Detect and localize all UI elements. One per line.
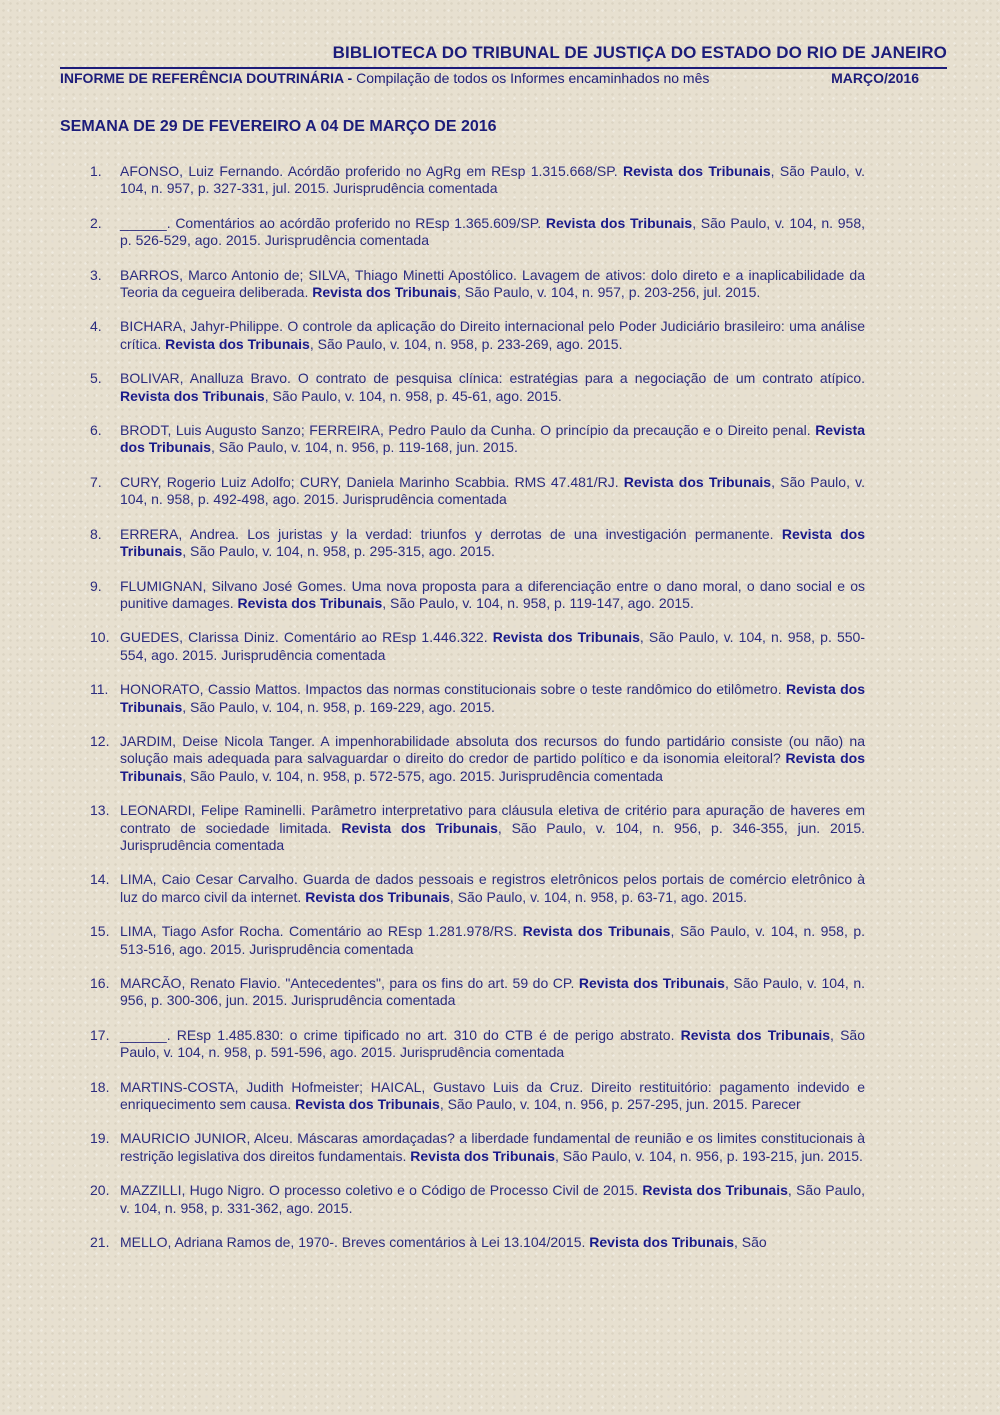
reference-journal: Revista dos Tribunais	[589, 1234, 734, 1251]
reference-number: 11.	[90, 681, 109, 698]
reference-item	[90, 370, 865, 405]
reference-item	[90, 1130, 865, 1165]
reference-journal: Revista dos Tribunais	[120, 387, 265, 404]
reference-citation: JARDIM, Deise Nicola Tanger. A impenhorabilidade absoluta dos recursos do fundo partidário consiste (ou não) na solução mais adequada para salvaguardar o direito do credor de partido político e da isonomia eleitoral?	[120, 732, 865, 767]
report-description: Compilação de todos os Informes encaminhados no mês	[356, 70, 710, 86]
reference-details: , São Paulo, v. 104, n. 958, p. 513-516, ago. 2015. Jurisprudência comentada	[120, 923, 866, 957]
reference-number: 1.	[90, 163, 102, 179]
reference-journal: Revista dos Tribunais	[120, 681, 865, 715]
reference-number: 19.	[90, 1130, 110, 1147]
reference-citation: MARTINS-COSTA, Judith Hofmeister; HAICAL, Gustavo Luis da Cruz. Direito restituitório: pagamento indevido e enriquecimento sem causa.	[120, 1078, 865, 1113]
reference-item	[90, 1234, 865, 1251]
reference-citation: AFONSO, Luiz Fernando. Acórdão proferido no AgRg em REsp 1.315.668/SP.	[120, 163, 623, 179]
reference-number: 20.	[90, 1182, 110, 1199]
reference-journal: Revista dos Tribunais	[680, 1026, 830, 1043]
reference-item	[90, 681, 865, 716]
reference-citation: BARROS, Marco Antonio de; SILVA, Thiago Minetti Apostólico. Lavagem de ativos: dolo direto e a inaplicabilidade da Teoria da cegueira deliberada.	[120, 266, 865, 301]
reference-number: 3.	[90, 266, 102, 283]
institution-title: BIBLIOTECA DO TRIBUNAL DE JUSTIÇA DO ESTADO DO RIO DE JANEIRO	[332, 43, 947, 62]
reference-journal: Revista dos Tribunais	[120, 750, 865, 784]
reference-details: , São Paulo, v. 104, n. 957, p. 203-256, jul. 2015.	[456, 284, 761, 301]
reference-citation: ERRERA, Andrea. Los juristas y la verdad: triunfos y derrotas de una investigación permanente.	[120, 525, 782, 542]
reference-journal: Revista dos Tribunais	[642, 1182, 788, 1199]
reference-item	[90, 1027, 865, 1062]
reference-number: 15.	[90, 923, 110, 940]
reference-details: , São Paulo, v. 104, n. 958, p. 63-71, ago. 2015.	[449, 888, 747, 905]
reference-journal: Revista dos Tribunais	[237, 594, 383, 611]
reference-details: , São Paulo, v. 104, n. 957, p. 327-331, jul. 2015. Jurisprudência comentada	[120, 163, 865, 197]
reference-citation: LEONARDI, Felipe Raminelli. Parâmetro interpretativo para cláusula eletiva de critério para apuração de haveres em contrato de sociedade limitada.	[120, 802, 865, 836]
reference-journal: Revista dos Tribunais	[522, 923, 671, 940]
reference-number: 21.	[90, 1234, 110, 1251]
reference-citation: HONORATO, Cassio Mattos. Impactos das normas constitucionais sobre o teste randômico do etilômetro.	[120, 681, 786, 698]
reference-number: 5.	[90, 370, 102, 387]
reference-citation: MAZZILLI, Hugo Nigro. O processo coletivo e o Código de Processo Civil de 2015.	[120, 1182, 643, 1199]
reference-details: , São Paulo, v. 104, n. 958, p. 233-269, ago. 2015.	[309, 335, 623, 352]
reference-journal: Revista dos Tribunais	[165, 335, 310, 352]
reference-journal: Revista dos Tribunais	[312, 284, 457, 301]
reference-details: , São Paulo, v. 104, n. 956, p. 119-168, jun. 2015.	[211, 439, 518, 456]
reference-number: 14.	[90, 871, 110, 888]
reference-citation: BRODT, Luis Augusto Sanzo; FERREIRA, Pedro Paulo da Cunha. O princípio da precaução e o Direito penal.	[120, 422, 816, 439]
reference-details: , São Paulo, v. 104, n. 958, p. 45-61, ago. 2015.	[264, 387, 562, 404]
reference-citation: LIMA, Caio Cesar Carvalho. Guarda de dados pessoais e registros eletrônicos pelos portais de comércio eletrônico à luz do marco civil da internet.	[120, 871, 865, 905]
reference-journal: Revista dos Tribunais	[492, 629, 640, 646]
reference-number: 7.	[90, 473, 102, 490]
reference-number: 12.	[90, 732, 110, 749]
reference-item	[90, 871, 865, 906]
reference-item	[90, 526, 865, 561]
reference-journal: Revista dos Tribunais	[305, 888, 450, 905]
reference-number: 10.	[90, 629, 110, 646]
reference-details: , São Paulo, v. 104, n. 958, p. 119-147, ago. 2015.	[382, 594, 694, 611]
reference-item	[90, 923, 865, 958]
reference-journal: Revista dos Tribunais	[410, 1147, 555, 1164]
reference-details: , São Paulo, v. 104, n. 958, p. 331-362, ago. 2015.	[120, 1182, 865, 1216]
reference-item	[90, 629, 865, 664]
reference-number: 17.	[90, 1026, 110, 1043]
reference-item	[90, 802, 865, 854]
reference-item	[90, 422, 865, 457]
reference-details: , São Paulo, v. 104, n. 956, p. 300-306, jun. 2015. Jurisprudência comentada	[120, 975, 865, 1009]
reference-details: , São Paulo, v. 104, n. 956, p. 193-215, jun. 2015.	[554, 1147, 863, 1164]
reference-number: 16.	[90, 975, 110, 991]
reference-item	[90, 163, 865, 198]
reference-journal: Revista dos Tribunais	[341, 819, 498, 836]
report-month: MARÇO/2016	[831, 70, 919, 86]
reference-item	[90, 733, 865, 785]
reference-citation: MAURICIO JUNIOR, Alceu. Máscaras amordaçadas? a liberdade fundamental de reunião e os limites constitucionais à restrição legislativa dos direitos fundamentais.	[120, 1130, 865, 1164]
reference-journal: Revista dos Tribunais	[295, 1096, 440, 1113]
reference-journal: Revista dos Tribunais	[120, 525, 865, 560]
reference-details: , São Paulo, v. 104, n. 958, p. 295-315, ago. 2015.	[182, 543, 495, 560]
page-header	[60, 42, 947, 87]
report-subtitle	[60, 69, 709, 87]
reference-item	[90, 215, 865, 250]
reference-number: 4.	[90, 318, 102, 335]
reference-details: , São Paulo, v. 104, n. 958, p. 492-498, ago. 2015. Jurisprudência comentada	[120, 473, 866, 508]
reference-journal: Revista dos Tribunais	[623, 163, 771, 179]
reference-citation: LIMA, Tiago Asfor Rocha. Comentário ao REsp 1.281.978/RS.	[120, 923, 523, 940]
reference-citation: GUEDES, Clarissa Diniz. Comentário ao REsp 1.446.322.	[120, 629, 493, 646]
reference-number: 6.	[90, 422, 102, 439]
reference-number: 13.	[90, 802, 110, 819]
reference-number: 18.	[90, 1078, 110, 1095]
reference-journal: Revista dos Tribunais	[623, 473, 772, 490]
reference-item	[90, 474, 865, 509]
reference-citation: BOLIVAR, Analluza Bravo. O contrato de pesquisa clínica: estratégias para a negociação de um contrato atípico.	[120, 370, 865, 387]
reference-details: , São Paulo, v. 104, n. 956, p. 257-295, jun. 2015. Parecer	[439, 1096, 801, 1113]
report-label: INFORME DE REFERÊNCIA DOUTRINÁRIA -	[60, 70, 353, 86]
reference-citation: BICHARA, Jahyr-Philippe. O controle da aplicação do Direito internacional pelo Poder Judiciário brasileiro: uma análise crítica.	[120, 318, 865, 352]
reference-citation: MARCÃO, Renato Flavio. "Antecedentes", para os fins do art. 59 do CP.	[120, 975, 579, 991]
reference-details: , São Paulo, v. 104, n. 958, p. 169-229, ago. 2015.	[182, 698, 495, 715]
reference-citation: ______. REsp 1.485.830: o crime tipificado no art. 310 do CTB é de perigo abstrato.	[120, 1026, 681, 1043]
reference-details: , São Paulo, v. 104, n. 958, p. 591-596, ago. 2015. Jurisprudência comentada	[120, 1026, 865, 1061]
reference-details: , São	[734, 1234, 767, 1251]
reference-number: 8.	[90, 525, 102, 542]
reference-item	[90, 318, 865, 353]
reference-item	[90, 1182, 865, 1217]
reference-journal: Revista dos Tribunais	[545, 214, 693, 231]
reference-list	[90, 163, 865, 1268]
reference-journal: Revista dos Tribunais	[578, 975, 725, 991]
reference-item	[90, 975, 865, 1010]
reference-number: 2.	[90, 214, 102, 231]
reference-item	[90, 1079, 865, 1114]
reference-details: , São Paulo, v. 104, n. 958, p. 550-554, ago. 2015. Jurisprudência comentada	[120, 629, 865, 663]
reference-details: , São Paulo, v. 104, n. 956, p. 346-355, jun. 2015. Jurisprudência comentada	[120, 819, 865, 853]
reference-citation: CURY, Rogerio Luiz Adolfo; CURY, Daniela Marinho Scabbia. RMS 47.481/RJ.	[120, 473, 624, 490]
reference-journal: Revista dos Tribunais	[120, 422, 865, 456]
week-title: SEMANA DE 29 DE FEVEREIRO A 04 DE MARÇO DE 2016	[60, 118, 497, 135]
reference-citation: FLUMIGNAN, Silvano José Gomes. Uma nova proposta para a diferenciação entre o dano moral, o dano social e os punitive damages.	[120, 577, 865, 611]
reference-item	[90, 578, 865, 613]
reference-citation: ______. Comentários ao acórdão proferido no REsp 1.365.609/SP.	[120, 214, 546, 231]
reference-item	[90, 267, 865, 302]
reference-citation: MELLO, Adriana Ramos de, 1970-. Breves comentários à Lei 13.104/2015.	[120, 1234, 590, 1251]
report-subtitle-line	[60, 69, 947, 87]
reference-details: , São Paulo, v. 104, n. 958, p. 526-529, ago. 2015. Jurisprudência comentada	[120, 214, 865, 249]
reference-details: , São Paulo, v. 104, n. 958, p. 572-575, ago. 2015. Jurisprudência comentada	[182, 767, 663, 784]
reference-number: 9.	[90, 577, 102, 594]
